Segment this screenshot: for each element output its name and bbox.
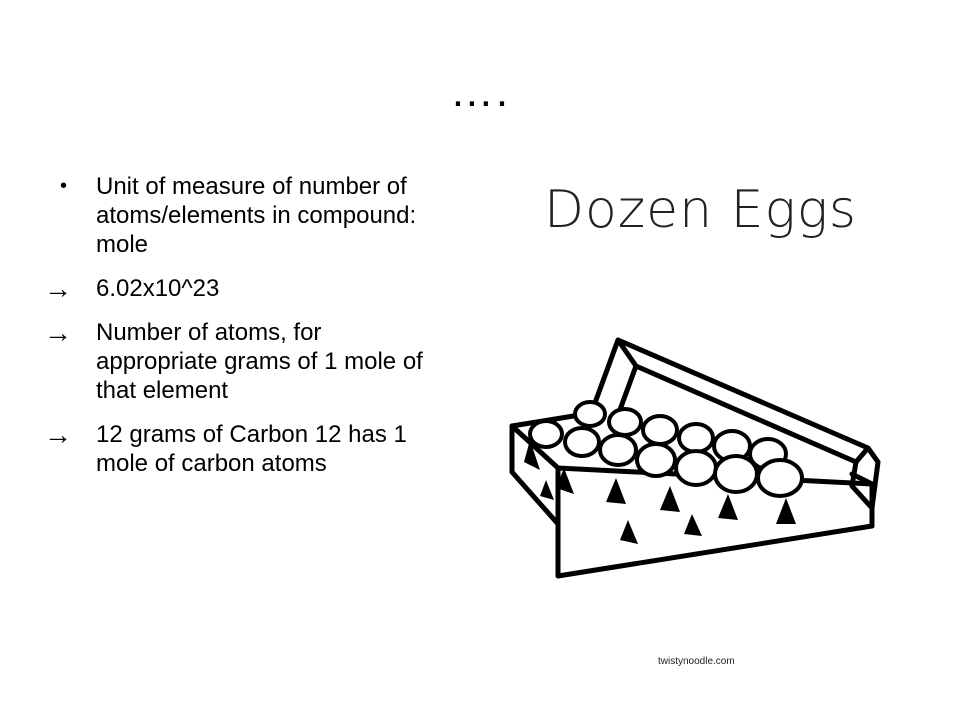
slide-title: …. <box>449 67 511 116</box>
figure-title: Dozen Eggs <box>544 180 857 240</box>
list-item <box>44 317 440 405</box>
bullet-text: 6.02x10^23 <box>96 275 220 302</box>
list-item <box>44 273 440 304</box>
egg-figure <box>490 170 890 690</box>
arrow-marker: → <box>44 419 72 450</box>
bullet-marker: • <box>60 175 68 197</box>
arrow-marker: → <box>44 317 72 348</box>
bullet-list <box>44 172 440 493</box>
bullet-text: 12 grams of Carbon 12 has 1 mole of carbon atoms <box>96 421 407 477</box>
list-item <box>44 419 440 478</box>
arrow-marker: → <box>44 273 72 304</box>
image-credit: twistynoodle.com <box>658 656 735 667</box>
bullet-text: Unit of measure of number of atoms/elements in compound: mole <box>96 173 417 258</box>
bullet-text: Number of atoms, for appropriate grams of 1 mole of that element <box>96 319 423 404</box>
list-item <box>60 172 440 259</box>
egg-carton-illustration <box>500 330 890 590</box>
